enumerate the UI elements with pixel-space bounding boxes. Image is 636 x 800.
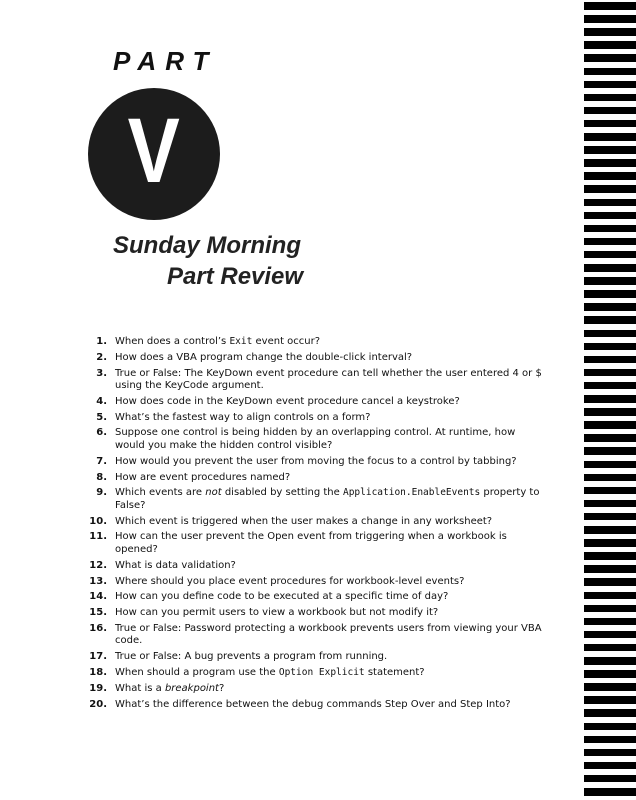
decorative-stripe (584, 290, 636, 298)
decorative-stripe (584, 749, 636, 757)
question-text (107, 336, 542, 349)
part-number-badge (88, 88, 220, 220)
review-questions-list (80, 336, 542, 714)
part-numeral: V (127, 100, 181, 202)
question-text-run: How would you prevent the user from moving the focus to a control by tabbing? (115, 455, 517, 467)
question-text-run: How can you permit users to view a workbook but not modify it? (115, 607, 439, 619)
decorative-stripe (584, 775, 636, 783)
question-number: 5. (96, 411, 107, 423)
code-term: Exit (229, 336, 253, 347)
question-number: 11. (89, 531, 107, 543)
question-number: 16. (89, 622, 107, 634)
emphasized-term: breakpoint (164, 682, 219, 694)
decorative-stripe (584, 461, 636, 469)
question-text (107, 516, 542, 529)
decorative-stripe (584, 487, 636, 495)
decorative-stripe (584, 343, 636, 351)
question-text-run: When should a program use the (115, 667, 279, 679)
question-text (107, 456, 542, 469)
decorative-stripe (584, 539, 636, 547)
decorative-stripe (584, 631, 636, 639)
decorative-stripe (584, 709, 636, 717)
question-item (80, 412, 542, 425)
decorative-stripe (584, 172, 636, 180)
question-text (107, 396, 542, 409)
question-text (107, 412, 542, 425)
question-text-run: True or False: The KeyDown event procedure can tell whether the user entered 4 or $ using the KeyCode argument. (115, 367, 542, 392)
decorative-stripe (584, 526, 636, 534)
question-text (107, 591, 542, 604)
question-text-run: Suppose one control is being hidden by an overlapping control. At runtime, how would you make the hidden control visible? (115, 427, 516, 451)
question-text-run: True or False: A bug prevents a program from running. (115, 651, 388, 663)
decorative-stripe (584, 2, 636, 10)
decorative-stripe (584, 356, 636, 364)
decorative-stripe (584, 421, 636, 429)
question-item (80, 576, 542, 589)
question-item (80, 699, 542, 712)
question-number: 6. (96, 427, 107, 439)
question-text (107, 472, 542, 485)
question-text (107, 487, 542, 512)
emphasized-term: not (205, 487, 222, 499)
question-text-run: How can the user prevent the Open event from triggering when a workbook is opened? (115, 531, 507, 555)
question-item (80, 396, 542, 409)
question-text-run: What is data validation? (115, 559, 236, 571)
question-text-run: Where should you place event procedures for workbook-level events? (115, 575, 465, 587)
question-number: 15. (89, 607, 107, 619)
question-item (80, 683, 542, 696)
decorative-stripe (584, 238, 636, 246)
question-number: 7. (96, 455, 107, 467)
question-text-run: statement? (364, 667, 425, 679)
question-item (80, 667, 542, 680)
question-number: 3. (96, 367, 107, 379)
question-item (80, 516, 542, 529)
question-number: 20. (89, 698, 107, 710)
question-number: 14. (89, 591, 107, 603)
question-text-run: How are event procedures named? (115, 471, 291, 483)
question-text (107, 531, 542, 556)
decorative-stripe (584, 670, 636, 678)
decorative-stripe (584, 736, 636, 744)
question-number: 2. (96, 351, 107, 363)
decorative-stripe (584, 225, 636, 233)
question-item (80, 531, 542, 556)
question-item (80, 427, 542, 452)
decorative-stripe (584, 212, 636, 220)
part-title-line-1: Sunday Morning (113, 232, 301, 259)
question-item (80, 623, 542, 648)
question-text (107, 623, 542, 648)
decorative-stripe (584, 107, 636, 115)
question-text-run: How does code in the KeyDown event procedure cancel a keystroke? (115, 395, 460, 407)
question-item (80, 487, 542, 512)
decorative-stripe (584, 316, 636, 324)
question-item (80, 560, 542, 573)
question-item (80, 336, 542, 349)
decorative-stripe (584, 303, 636, 311)
decorative-stripe (584, 251, 636, 259)
question-text (107, 427, 542, 452)
decorative-stripe (584, 578, 636, 586)
question-text (107, 607, 542, 620)
decorative-stripe (584, 605, 636, 613)
question-number: 18. (89, 667, 107, 679)
question-item (80, 651, 542, 664)
question-text-run: ? (218, 682, 225, 694)
decorative-stripe (584, 762, 636, 770)
decorative-stripe (584, 94, 636, 102)
decorative-stripe (584, 565, 636, 573)
decorative-stripe (584, 146, 636, 154)
decorative-stripe (584, 657, 636, 665)
decorative-stripe (584, 199, 636, 207)
decorative-stripe (584, 159, 636, 167)
question-item (80, 607, 542, 620)
question-item (80, 456, 542, 469)
decorative-stripe (584, 54, 636, 62)
decorative-stripe (584, 330, 636, 338)
question-number: 12. (89, 559, 107, 571)
question-text (107, 576, 542, 589)
question-text-run: disabled by setting the (221, 487, 343, 499)
decorative-stripe (584, 382, 636, 390)
decorative-stripe (584, 434, 636, 442)
question-text-run: True or False: Password protecting a workbook prevents users from viewing your VBA code. (115, 622, 542, 647)
code-term: Application.EnableEvents (342, 487, 481, 499)
decorative-stripe (584, 552, 636, 560)
decorative-stripe (584, 500, 636, 508)
part-title-line-2: Part Review (167, 263, 304, 290)
question-text (107, 699, 542, 712)
question-number: 8. (96, 471, 107, 483)
decorative-stripe (584, 68, 636, 76)
question-text-run: Which event is triggered when the user makes a change in any worksheet? (115, 515, 493, 527)
question-text-run: How does a VBA program change the double-click interval? (115, 351, 413, 363)
question-text-run: When does a control’s (115, 336, 230, 347)
question-number: 13. (89, 575, 107, 587)
decorative-stripe (584, 592, 636, 600)
part-title (113, 230, 313, 292)
decorative-stripe (584, 513, 636, 521)
question-number: 1. (96, 336, 107, 347)
decorative-stripe (584, 618, 636, 626)
decorative-stripe (584, 447, 636, 455)
decorative-stripe (584, 395, 636, 403)
decorative-stripe (584, 683, 636, 691)
question-text-run: What’s the difference between the debug commands Step Over and Step Into? (115, 698, 511, 710)
decorative-stripe (584, 788, 636, 796)
question-text-run: Which events are (115, 487, 206, 499)
code-term: Option Explicit (278, 667, 365, 679)
decorative-stripe (584, 644, 636, 652)
question-number: 4. (96, 395, 107, 407)
question-number: 10. (89, 515, 107, 527)
decorative-stripe (584, 133, 636, 141)
decorative-stripe (584, 28, 636, 36)
decorative-stripe (584, 15, 636, 23)
question-text (107, 667, 542, 680)
question-number: 17. (89, 651, 107, 663)
part-label: PART (113, 46, 218, 76)
side-tab-stripes (584, 0, 636, 800)
question-text (107, 651, 542, 664)
decorative-stripe (584, 474, 636, 482)
question-item (80, 368, 542, 393)
decorative-stripe (584, 81, 636, 89)
question-text-run: How can you define code to be executed at a specific time of day? (115, 591, 449, 603)
question-text (107, 352, 542, 365)
question-item (80, 591, 542, 604)
question-text (107, 560, 542, 573)
question-text-run: What’s the fastest way to align controls on a form? (115, 411, 371, 423)
question-text (107, 368, 542, 393)
question-item (80, 472, 542, 485)
question-item (80, 352, 542, 365)
decorative-stripe (584, 723, 636, 731)
decorative-stripe (584, 408, 636, 416)
decorative-stripe (584, 277, 636, 285)
question-text-run: What is a (115, 682, 165, 694)
decorative-stripe (584, 264, 636, 272)
decorative-stripe (584, 120, 636, 128)
question-text-run: property to False? (115, 487, 540, 511)
decorative-stripe (584, 369, 636, 377)
question-text-run: event occur? (252, 336, 321, 347)
question-number: 9. (96, 487, 107, 499)
decorative-stripe (584, 41, 636, 49)
question-text (107, 683, 542, 696)
decorative-stripe (584, 696, 636, 704)
decorative-stripe (584, 185, 636, 193)
question-number: 19. (89, 682, 107, 694)
